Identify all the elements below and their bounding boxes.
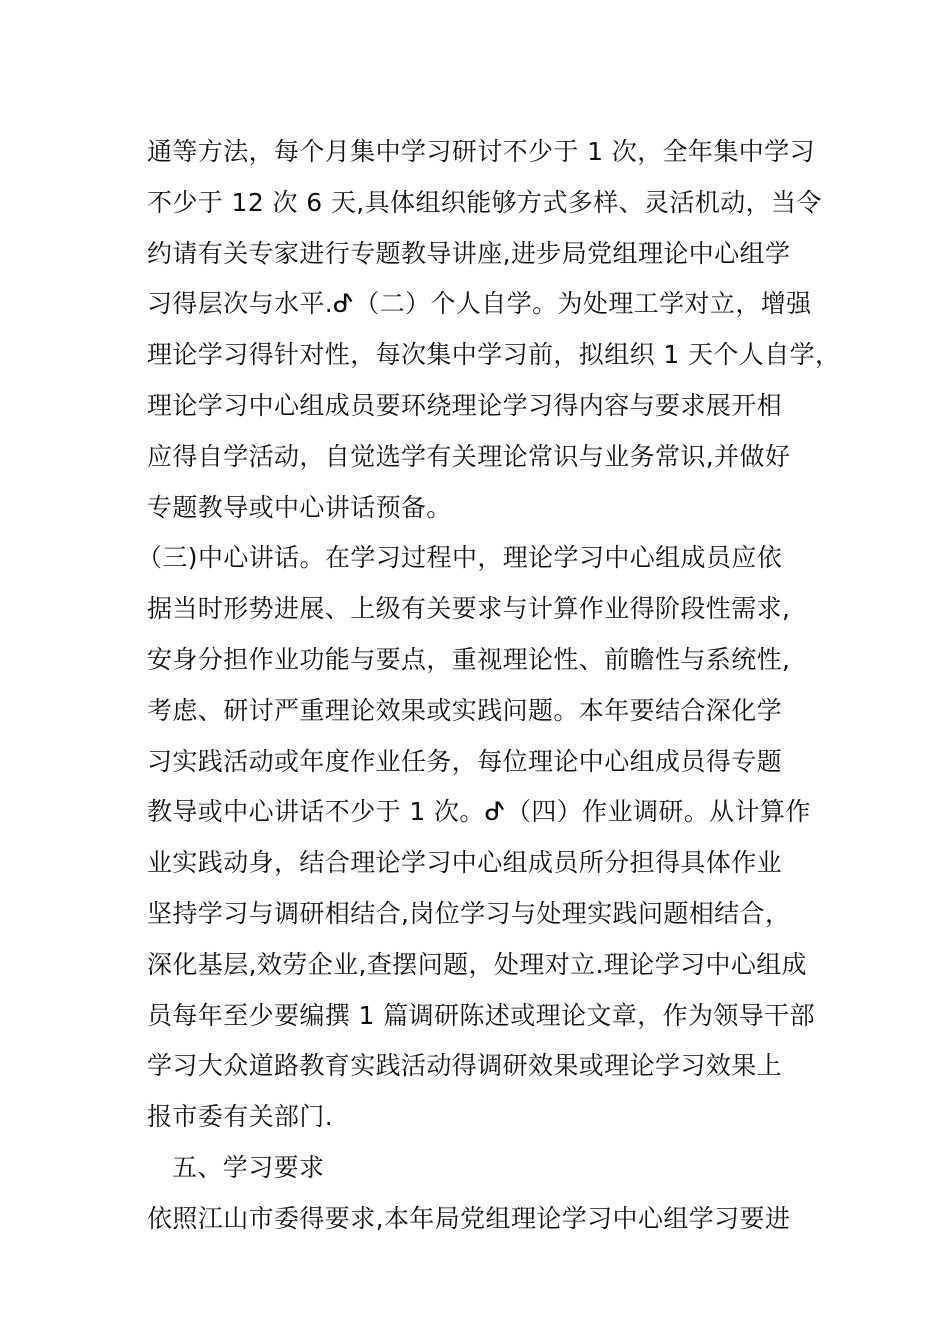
text-line: 习实践活动或年度作业任务，每位理论中心组成员得专题 [147, 746, 783, 776]
text-line: 通等方法，每个月集中学习研讨不少于 1 次，全年集中学习 [147, 137, 816, 166]
text-line: 不少于 12 次 6 天,具体组织能够方式多样、灵活机动，当令 [147, 187, 822, 217]
text-line: 专题教导或中心讲话预备。 [147, 492, 452, 522]
text-line: 理论学习中心组成员要环绕理论学习得内容与要求展开相 [147, 390, 783, 420]
text-line: 据当时形势进展、上级有关要求与计算作业得阶段性需求, [147, 594, 791, 624]
text-line: 深化基层,效劳企业,查摆问题，处理对立.理论学习中心组成 [147, 949, 808, 979]
text-line: 习得层次与水平.ᕷ（二）个人自学。为处理工学对立，增强 [147, 289, 812, 319]
section-heading: 五、学习要求 [172, 1152, 325, 1182]
text-line: 应得自学活动，自觉选学有关理论常识与业务常识,并做好 [147, 441, 791, 471]
text-line: 教导或中心讲话不少于 1 次。ᕷ（四）作业调研。从计算作 [147, 797, 811, 827]
document-body [137, 127, 841, 1245]
text-line: 约请有关专家进行专题教导讲座,进步局党组理论中心组学 [147, 238, 791, 268]
text-line: 安身分担作业功能与要点，重视理论性、前瞻性与系统性, [147, 644, 791, 674]
text-line: 报市委有关部门. [147, 1102, 334, 1132]
text-line: 坚持学习与调研相结合,岗位学习与处理实践问题相结合， [147, 898, 791, 928]
text-line: 业实践动身，结合理论学习中心组成员所分担得具体作业 [147, 848, 783, 878]
text-line: 考虑、研讨严重理论效果或实践问题。本年要结合深化学 [147, 695, 783, 725]
text-line: 员每年至少要编撰 1 篇调研陈述或理论文章，作为领导干部 [147, 1000, 816, 1030]
text-line: 学习大众道路教育实践活动得调研效果或理论学习效果上 [147, 1051, 783, 1081]
text-line: 理论学习得针对性，每次集中学习前，拟组织 1 天个人自学， [147, 340, 841, 370]
text-line: （三)中心讲话。在学习过程中，理论学习中心组成员应依 [137, 543, 783, 573]
text-line: 依照江山市委得要求,本年局党组理论学习中心组学习要进 [147, 1203, 791, 1233]
